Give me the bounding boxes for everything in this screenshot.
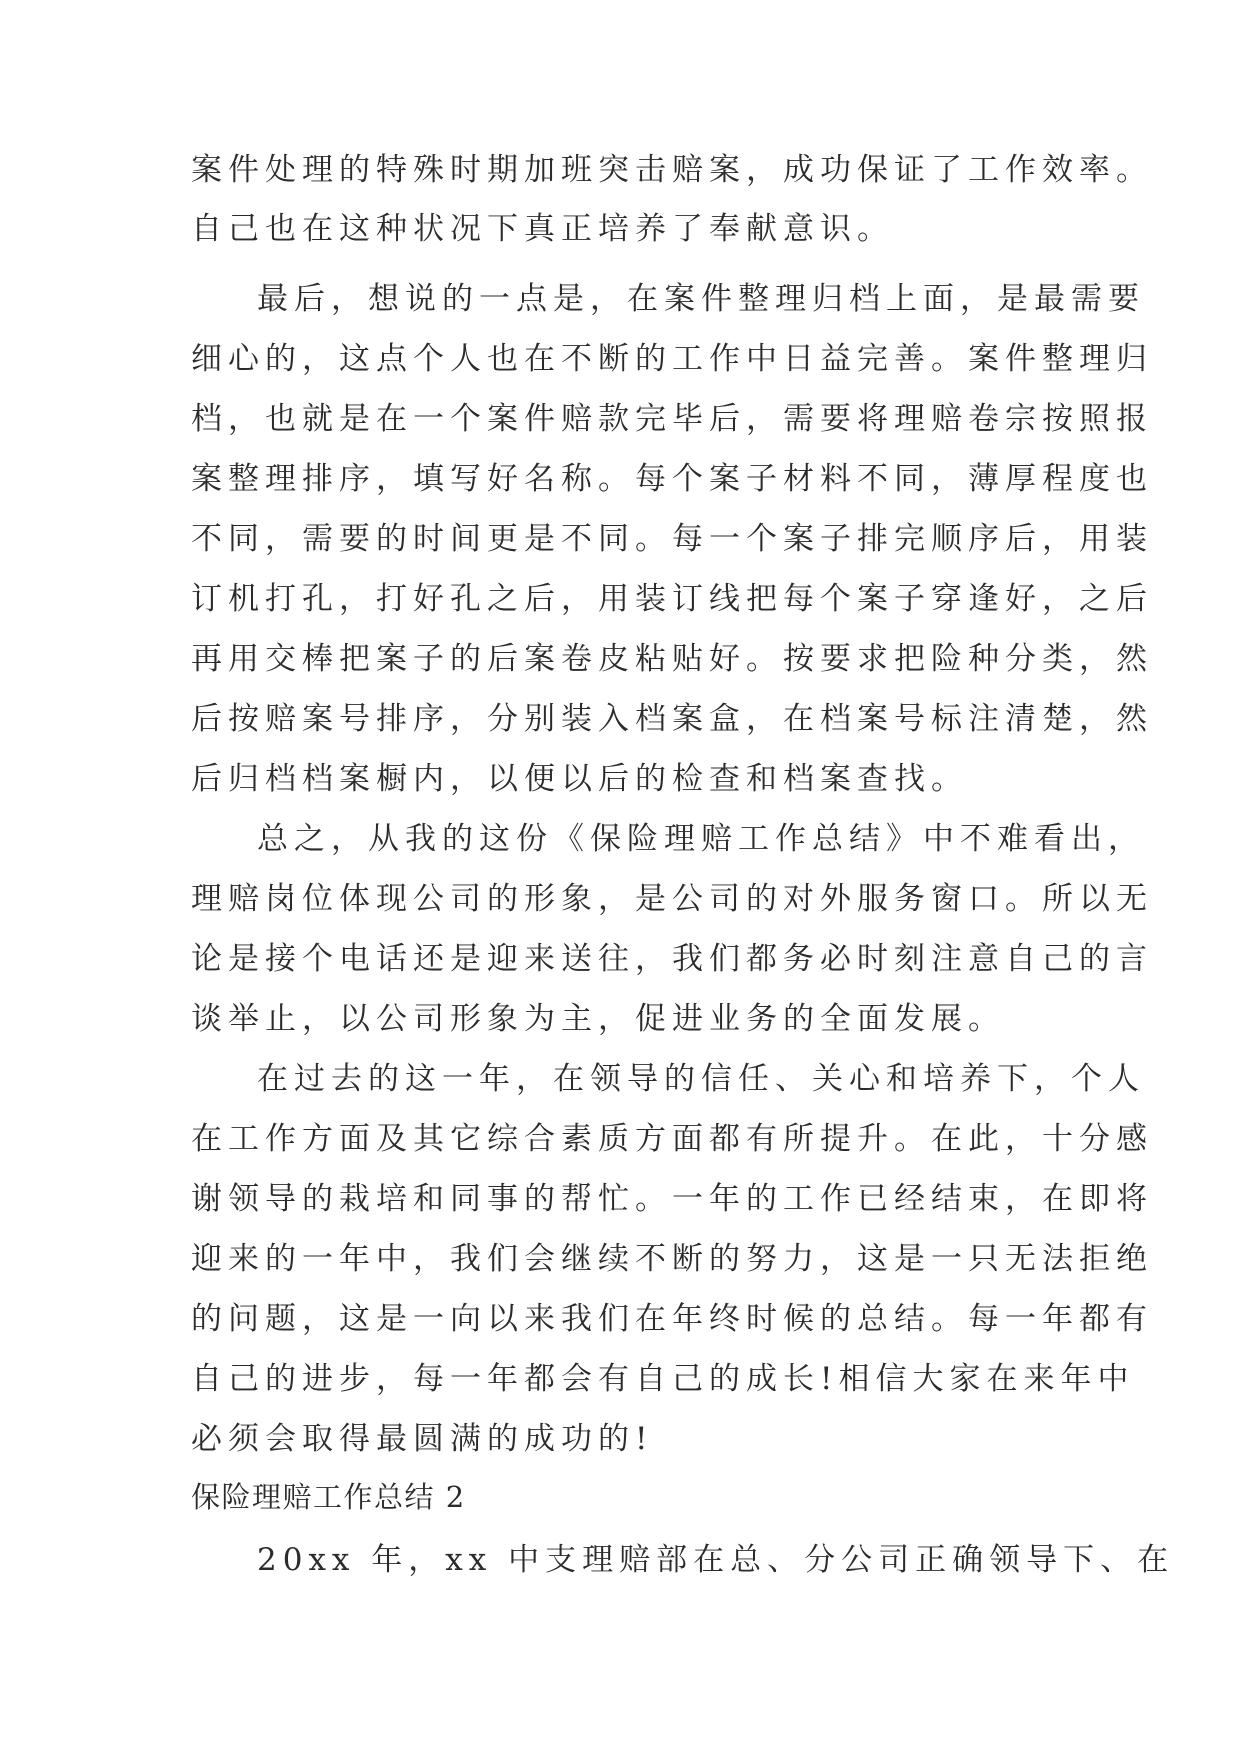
text-line: 必须会取得最圆满的成功的! — [191, 1421, 654, 1457]
paragraph-first-line: 在过去的这一年，在领导的信任、关心和培养下，个人 — [257, 1061, 1145, 1097]
text-line: 论是接个电话还是迎来送往，我们都务必时刻注意自己的言 — [191, 941, 1153, 977]
text-line: 自己也在这种状况下真正培养了奉献意识。 — [191, 211, 894, 247]
text-line: 订机打孔，打好孔之后，用装订线把每个案子穿逢好，之后 — [191, 581, 1153, 617]
text-line: 谈举止，以公司形象为主，促进业务的全面发展。 — [191, 1001, 1005, 1037]
text-line: 再用交棒把案子的后案卷皮粘贴好。按要求把险种分类，然 — [191, 641, 1153, 677]
text-line: 档，也就是在一个案件赔款完毕后，需要将理赔卷宗按照报 — [191, 401, 1153, 437]
text-line: 迎来的一年中，我们会继续不断的努力，这是一只无法拒绝 — [191, 1241, 1153, 1277]
text-line: 案整理排序，填写好名称。每个案子材料不同，薄厚程度也 — [191, 461, 1153, 497]
text-line: 后归档档案橱内，以便以后的检查和档案查找。 — [191, 761, 968, 797]
text-line: 案件处理的特殊时期加班突击赔案，成功保证了工作效率。 — [191, 152, 1153, 188]
text-line: 细心的，这点个人也在不断的工作中日益完善。案件整理归 — [191, 341, 1153, 377]
text-line: 在工作方面及其它综合素质方面都有所提升。在此，十分感 — [191, 1121, 1153, 1157]
paragraph-first-line: 20xx 年，xx 中支理赔部在总、分公司正确领导下、在 — [257, 1542, 1175, 1578]
text-line: 谢领导的栽培和同事的帮忙。一年的工作已经结束，在即将 — [191, 1181, 1153, 1217]
text-line: 理赔岗位体现公司的形象，是公司的对外服务窗口。所以无 — [191, 881, 1153, 917]
text-line: 后按赔案号排序，分别装入档案盒，在档案号标注清楚，然 — [191, 701, 1153, 737]
paragraph-first-line: 最后，想说的一点是，在案件整理归档上面，是最需要 — [257, 281, 1145, 317]
text-line: 不同，需要的时间更是不同。每一个案子排完顺序后，用装 — [191, 521, 1153, 557]
section-heading: 保险理赔工作总结 2 — [191, 1480, 466, 1514]
text-line: 自己的进步，每一年都会有自己的成长!相信大家在来年中 — [191, 1361, 1135, 1397]
paragraph-first-line: 总之，从我的这份《保险理赔工作总结》中不难看出， — [257, 821, 1145, 857]
text-line: 的问题，这是一向以来我们在年终时候的总结。每一年都有 — [191, 1301, 1153, 1337]
